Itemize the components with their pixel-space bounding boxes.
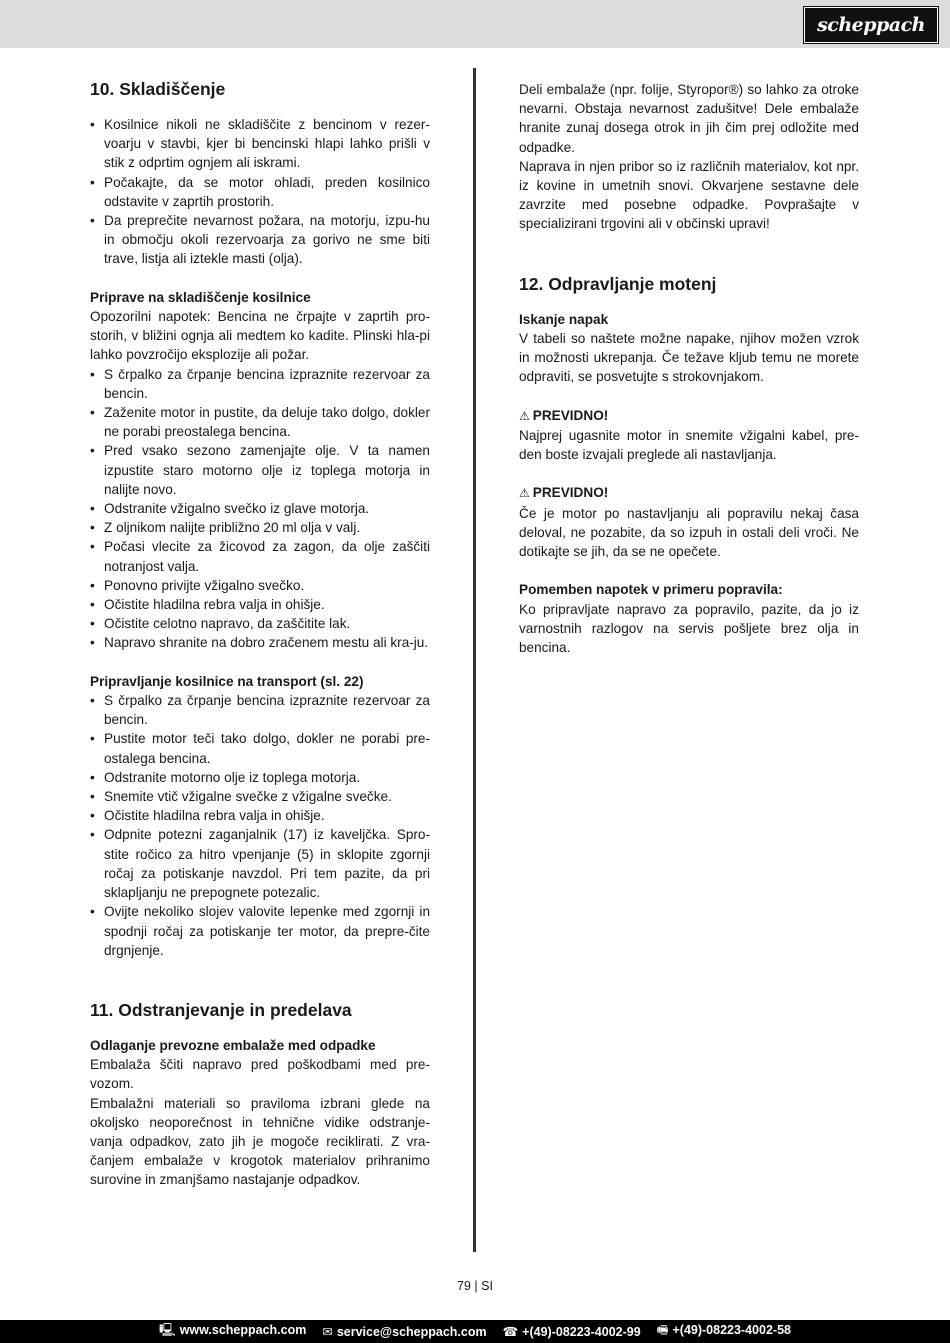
list-item: • S črpalko za črpanje bencina izpraznite rezervoar za bencin. [90, 691, 430, 729]
email-link[interactable]: service@scheppach.com [336, 1325, 487, 1339]
phone-number: +(49)-08223-4002-99 [522, 1325, 641, 1339]
list-item: • Počakajte, da se motor ohladi, preden kosilnico odstavite v zaprtih prostorih. [90, 173, 430, 211]
column-divider [473, 68, 476, 1252]
footer-bar [0, 1320, 950, 1343]
right-column [519, 80, 859, 657]
brand-logo: scheppach [804, 7, 938, 43]
list-item: • Napravo shranite na dobro zračenem mestu ali kra-ju. [90, 633, 430, 652]
list-item: • Da preprečite nevarnost požara, na motorju, izpu-hu in območju okoli rezervoarja za gorivo ne sme biti trave, listja ali iztekle masti (olja). [90, 211, 430, 269]
transport-subtitle: Pripravljanje kosilnice na transport (sl. 22) [90, 673, 364, 689]
page-number: 79 | SI [457, 1279, 493, 1293]
fax-number: +(49)-08223-4002-58 [672, 1323, 791, 1337]
section-11-title: 11. Odstranjevanje in predelava [90, 999, 352, 1020]
header-bar [0, 0, 950, 48]
footer-web[interactable] [159, 1321, 306, 1342]
list-item: • Snemite vtič vžigalne svečke z vžigalne svečke. [90, 787, 430, 806]
repair-note-title: Pomemben napotek v primeru popravila: [519, 582, 783, 598]
warning-triangle-icon: ⚠ [519, 486, 530, 501]
footer-fax [657, 1321, 791, 1342]
disposal-subtitle: Odlaganje prevozne embalaže med odpadke [90, 1037, 376, 1053]
section-10-title: 10. Skladiščenje [90, 79, 226, 99]
materials-text: Naprava in njen pribor so iz različnih materialov, kot npr. iz kovine in umetnih snovi. Okvarjene sestavne dele zavrzite med posebne odpadke. Povprašajte v specializirani trgovini ali v občinski upravi! [519, 158, 859, 232]
troubleshooting-subtitle: Iskanje napak [519, 311, 609, 327]
storage-list [90, 115, 430, 269]
list-item: • Očistite hladilna rebra valja in ohišje. [90, 806, 430, 825]
packaging-warning-text: Deli embalaže (npr. folije, Styropor®) so lahko za otroke nevarni. Obstaja nevarnost zadušitve! Dele embalaže hranite zunaj dosega otrok in jih čim prej odložite med odpadke. [519, 82, 859, 155]
caution-label: PREVIDNO! [532, 407, 609, 423]
list-item: • Zaženite motor in pustite, da deluje tako dolgo, dokler ne porabi preostalega bencina. [90, 403, 430, 441]
list-item: • Z oljnikom nalijte približno 20 ml olja v valj. [90, 518, 430, 537]
list-item: • Odstranite motorno olje iz toplega motorja. [90, 768, 430, 787]
list-item: • Pred vsako sezono zamenjajte olje. V ta namen izpustite staro motorno olje iz toplega motorja in nalijte novo. [90, 441, 430, 499]
disposal-text-2: Embalažni materiali so praviloma izbrani glede na okoljsko neoporečnost in tehnične vidike odstranje-vanja odpadkov, zato jih je mogoče reciklirati. Z vra-čanjem embalaže v krogotok materialov prihranimo surovine in zmanjšamo nastajanje odpadkov. [90, 1095, 430, 1188]
fax-icon: 🖷 [656, 1323, 669, 1337]
footer-phone [503, 1324, 641, 1339]
email-icon: ✉ [322, 1325, 333, 1339]
phone-icon: ☎ [502, 1325, 519, 1339]
prep-list [90, 365, 430, 653]
list-item: • Očistite hladilna rebra valja in ohišje. [90, 595, 430, 614]
caution-heading-1 [519, 406, 859, 426]
list-item: • Odpnite potezni zaganjalnik (17) iz kaveljčka. Spro-stite ročico za hitro vpenjanje (5) in sklopite zgornji ročaj za potiskanje navzdol. Pri tem pazite, da pri sklapljanju ne prepognete potezalic. [90, 825, 430, 902]
caution-text-2: Če je motor po nastavljanju ali popravilu nekaj časa deloval, ne pozabite, da so izpuh in ostali deli vroči. Ne dotikajte se jih, da se ne opečete. [519, 505, 859, 560]
list-item: • Kosilnice nikoli ne skladiščite z bencinom v rezer-voarju v stavbi, kjer bi bencinski hlapi lahko prišli v stik z odprtim ognjem ali iskrami. [90, 115, 430, 173]
list-item: • Ponovno privijte vžigalno svečko. [90, 576, 430, 595]
prep-warning-text: Opozorilni napotek: Bencina ne črpajte v zaprtih pro-storih, v bližini ognja ali medtem ko kadite. Plinski hla-pi lahko povzročijo eksplozije ali požar. [90, 309, 430, 363]
caution-text-1: Najprej ugasnite motor in snemite vžigalni kabel, pre-den boste izvajali preglede ali nastavljanja. [519, 427, 859, 463]
disposal-text-1: Embalaža ščiti napravo pred poškodbami med pre-vozom. [90, 1057, 430, 1092]
left-column [90, 64, 430, 1190]
section-12-title: 12. Odpravljanje motenj [519, 273, 717, 294]
list-item: • Odstranite vžigalno svečko iz glave motorja. [90, 499, 430, 518]
prep-subtitle: Priprave na skladiščenje kosilnice [90, 289, 311, 305]
web-link[interactable]: www.scheppach.com [179, 1323, 307, 1337]
list-item: • Ovijte nekoliko slojev valovite lepenke med zgornji in spodnji ročaj za potiskanje ter motor, da prepre-čite drgnjenje. [90, 902, 430, 960]
list-item: • S črpalko za črpanje bencina izpraznite rezervoar za bencin. [90, 365, 430, 403]
caution-heading-2 [519, 483, 859, 503]
footer-email[interactable] [322, 1324, 486, 1339]
troubleshooting-text: V tabeli so naštete možne napake, njihov možen vzrok in možnosti ukrepanja. Če težave kljub temu ne morete odpraviti, se posvetujte s strokovnjakom. [519, 330, 859, 385]
warning-triangle-icon: ⚠ [519, 408, 530, 423]
list-item: • Počasi vlecite za žicovod za zagon, da olje zaščiti notranjost valja. [90, 537, 430, 575]
computer-icon: 🖳 [159, 1323, 176, 1337]
transport-list [90, 691, 430, 960]
caution-label: PREVIDNO! [532, 485, 609, 501]
list-item: • Pustite motor teči tako dolgo, dokler ne porabi pre-ostalega bencina. [90, 729, 430, 767]
repair-note-text: Ko pripravljate napravo za popravilo, pazite, da jo iz varnostnih razlogov na servis pošljete brez olja in bencina. [519, 601, 859, 656]
list-item: • Očistite celotno napravo, da zaščitite lak. [90, 614, 430, 633]
